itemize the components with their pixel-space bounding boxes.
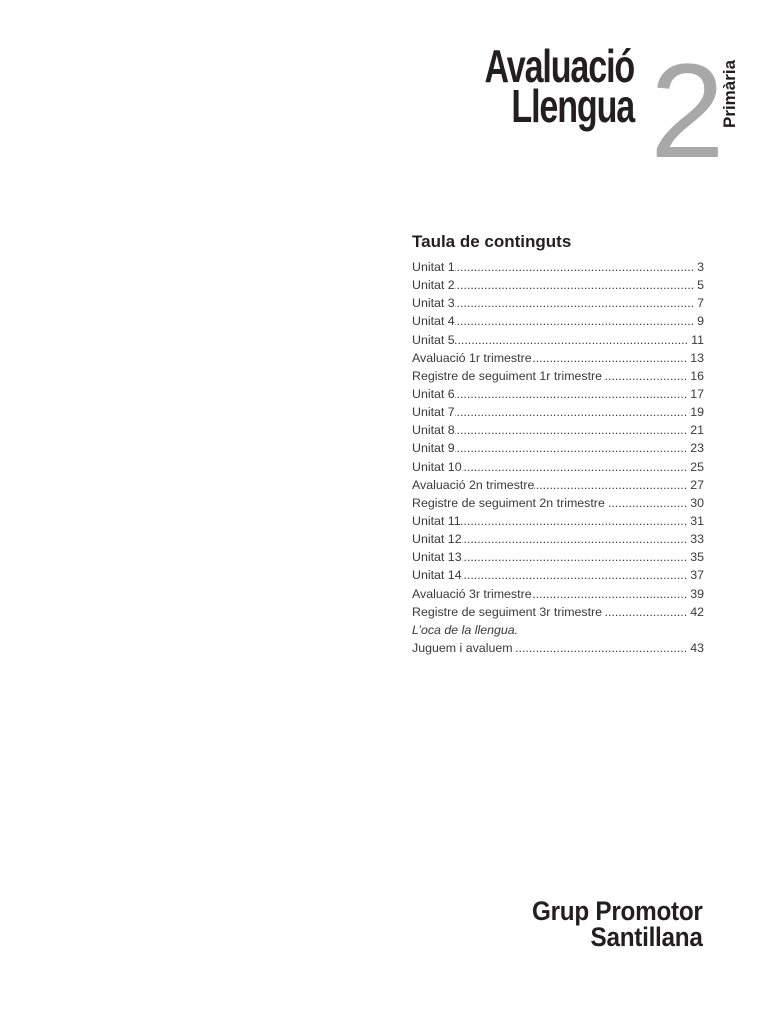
toc-entry (412, 349, 704, 367)
dot-leader (455, 385, 688, 403)
toc-entry-page: 9 (697, 314, 704, 329)
toc-entry-label: Unitat 1 (412, 260, 455, 274)
toc-entry-page: 3 (697, 260, 704, 274)
dot-leader (534, 476, 687, 494)
toc-entry (412, 367, 704, 385)
toc-heading: Taula de continguts (412, 232, 572, 251)
dot-leader (455, 439, 688, 457)
toc-entry (412, 403, 704, 421)
toc-entry (412, 458, 704, 476)
toc-entry (412, 530, 704, 548)
publisher-line-2: Santillana (590, 922, 703, 952)
toc-entry (412, 312, 704, 330)
toc-entry-page: 37 (690, 568, 704, 583)
toc-entry-page: 33 (690, 532, 704, 547)
toc-entry (412, 548, 704, 566)
dot-leader (462, 530, 688, 548)
publisher-name (532, 898, 703, 950)
toc-entry-page: 25 (690, 459, 704, 474)
toc-entry-page: 35 (690, 550, 704, 565)
table-of-contents (412, 258, 704, 657)
toc-entry-page: 21 (690, 423, 704, 438)
dot-leader (455, 276, 694, 294)
toc-entry-page: 5 (697, 278, 704, 293)
dot-leader (462, 458, 688, 476)
toc-entry-page: 27 (690, 477, 704, 492)
toc-entry-label: Unitat 14 (412, 568, 462, 583)
title-line-2: Llengua (511, 80, 634, 132)
toc-entry (412, 566, 704, 584)
dot-leader (532, 349, 688, 367)
toc-entry (412, 603, 704, 621)
toc-entry-title (412, 621, 704, 639)
toc-entry (412, 476, 704, 494)
toc-entry-label: Registre de seguiment 2n trimestre (412, 495, 605, 510)
toc-entry-page: 11 (691, 332, 704, 347)
toc-entry-label: Avaluació 3r trimestre (412, 586, 532, 601)
toc-entry-page: 30 (690, 495, 704, 510)
dot-leader (455, 421, 688, 439)
toc-entry-page: 31 (690, 513, 704, 528)
toc-entry-label: Registre de seguiment 3r trimestre (412, 604, 603, 619)
toc-entry-label: Unitat 4 (412, 314, 455, 329)
toc-entry (412, 439, 704, 457)
level-label: Primària (720, 59, 739, 128)
toc-entry-label: Unitat 6 (412, 386, 455, 401)
dot-leader (516, 639, 688, 657)
toc-entry (412, 494, 704, 512)
toc-entry-label: Avaluació 1r trimestre (412, 350, 532, 365)
toc-entry-label: Juguem i avaluem (412, 640, 513, 655)
toc-entry-label: Unitat 8 (412, 423, 455, 438)
dot-leader (455, 258, 694, 276)
publisher-line-1: Grup Promotor (532, 896, 703, 926)
toc-entry-label: Unitat 12 (412, 532, 462, 547)
toc-entry-label: Unitat 7 (412, 405, 455, 420)
toc-entry-page: 23 (690, 441, 704, 456)
toc-entry-label: Unitat 10 (412, 459, 462, 474)
toc-entry (412, 421, 704, 439)
toc-entry-label: Unitat 2 (412, 278, 455, 293)
dot-leader (532, 585, 688, 603)
toc-entry-label: Registre de seguiment 1r trimestre (412, 368, 603, 383)
toc-entry-page: 17 (690, 386, 704, 401)
toc-entry-label: Unitat 13 (412, 550, 462, 565)
dot-leader (462, 566, 688, 584)
dot-leader (605, 367, 687, 385)
toc-entry-title-label: L’oca de la llengua. (412, 622, 519, 637)
toc-entry (412, 385, 704, 403)
toc-entry (412, 331, 704, 349)
toc-entry (412, 276, 704, 294)
toc-entry (412, 294, 704, 312)
toc-entry-page: 43 (690, 640, 704, 655)
dot-leader (462, 548, 688, 566)
dot-leader (605, 603, 687, 621)
toc-entry-page: 16 (690, 368, 704, 383)
toc-entry-page: 39 (690, 586, 704, 601)
toc-entry-label: Unitat 11 (412, 513, 461, 528)
toc-entry-page: 19 (690, 405, 704, 420)
title-line-1: Avaluació (484, 40, 634, 92)
toc-entry-label: Unitat 9 (412, 441, 455, 456)
dot-leader (455, 312, 694, 330)
toc-entry-page: 7 (697, 296, 704, 311)
toc-entry-page: 13 (690, 350, 704, 365)
toc-entry (412, 258, 704, 276)
grade-number: 2 (650, 37, 725, 186)
toc-entry-label: Unitat 5 (412, 332, 455, 347)
dot-leader (455, 403, 688, 421)
toc-entry-label: Avaluació 2n trimestre (412, 477, 535, 492)
title (484, 40, 634, 132)
dot-leader (461, 512, 688, 530)
toc-entry-label: Unitat 3 (412, 296, 455, 311)
dot-leader (608, 494, 687, 512)
toc-entry (412, 512, 704, 530)
dot-leader (455, 331, 688, 349)
dot-leader (455, 294, 694, 312)
toc-entry (412, 585, 704, 603)
toc-entry (412, 639, 704, 657)
toc-entry-page: 42 (690, 604, 704, 619)
